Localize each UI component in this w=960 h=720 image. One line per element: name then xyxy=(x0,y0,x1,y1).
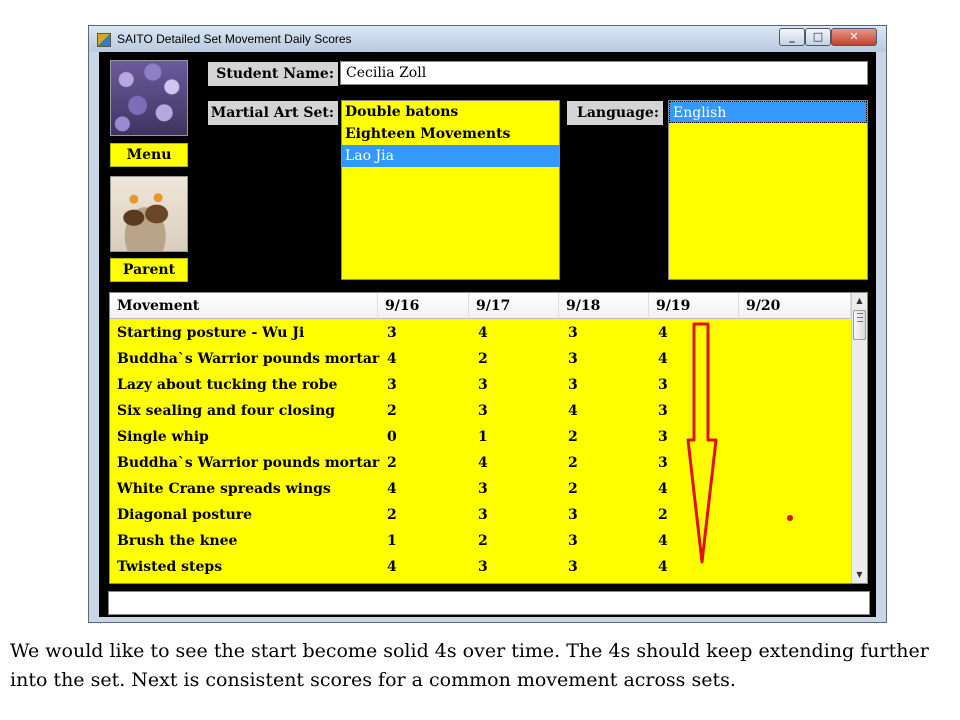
set-option[interactable]: Double batons xyxy=(345,104,459,120)
language-option[interactable]: English xyxy=(669,101,867,123)
column-header[interactable]: Movement xyxy=(110,293,378,319)
movement-cell[interactable]: Twisted steps xyxy=(117,559,223,575)
score-cell[interactable]: 3 xyxy=(568,351,578,367)
set-option[interactable]: Lao Jia xyxy=(342,145,559,167)
movement-cell[interactable]: Buddha`s Warrior pounds mortar xyxy=(117,455,380,471)
score-cell[interactable]: 2 xyxy=(568,481,578,497)
minimize-icon: _ xyxy=(789,30,795,43)
column-header[interactable]: 9/20 xyxy=(739,293,851,319)
score-cell[interactable]: 3 xyxy=(658,403,668,419)
scroll-up-icon[interactable]: ▲ xyxy=(856,296,863,305)
score-cell[interactable]: 3 xyxy=(658,429,668,445)
score-cell[interactable]: 4 xyxy=(478,325,488,341)
score-cell[interactable]: 3 xyxy=(568,533,578,549)
score-cell[interactable]: 2 xyxy=(387,403,397,419)
column-header[interactable]: 9/17 xyxy=(469,293,559,319)
maximize-icon: □ xyxy=(812,30,824,43)
score-cell[interactable]: 2 xyxy=(387,455,397,471)
score-cell[interactable]: 2 xyxy=(568,455,578,471)
student-name-label: Student Name: xyxy=(208,62,338,86)
movement-cell[interactable]: Buddha`s Warrior pounds mortar xyxy=(117,351,380,367)
score-cell[interactable]: 4 xyxy=(387,559,397,575)
student-name-field[interactable]: Cecilia Zoll xyxy=(340,61,868,85)
score-cell[interactable]: 3 xyxy=(568,507,578,523)
score-cell[interactable]: 3 xyxy=(568,377,578,393)
score-cell[interactable]: 4 xyxy=(387,481,397,497)
menu-button[interactable]: Menu xyxy=(110,143,188,167)
movement-cell[interactable]: Starting posture - Wu Ji xyxy=(117,325,305,341)
score-cell[interactable]: 2 xyxy=(478,533,488,549)
score-cell[interactable]: 4 xyxy=(658,559,668,575)
caption-text: We would like to see the start become solid 4s over time. The 4s should keep extending further into the set. Next is consistent scores for a common movement across sets. xyxy=(10,640,929,691)
column-header[interactable]: 9/18 xyxy=(559,293,649,319)
column-header[interactable]: 9/19 xyxy=(649,293,739,319)
set-option[interactable]: Eighteen Movements xyxy=(345,126,511,142)
parent-button[interactable]: Parent xyxy=(110,258,188,282)
score-cell[interactable]: 2 xyxy=(568,429,578,445)
score-cell[interactable]: 4 xyxy=(478,455,488,471)
score-cell[interactable]: 3 xyxy=(568,325,578,341)
score-cell[interactable]: 2 xyxy=(387,507,397,523)
column-header[interactable]: 9/16 xyxy=(378,293,469,319)
red-down-arrow-annotation xyxy=(688,324,716,562)
score-cell[interactable]: 3 xyxy=(387,325,397,341)
score-cell[interactable]: 4 xyxy=(658,351,668,367)
movement-cell[interactable]: Single whip xyxy=(117,429,209,445)
score-cell[interactable]: 0 xyxy=(387,429,397,445)
movement-cell[interactable]: Lazy about tucking the robe xyxy=(117,377,338,393)
movement-cell[interactable]: White Crane spreads wings xyxy=(117,481,331,497)
score-cell[interactable]: 4 xyxy=(658,481,668,497)
score-cell[interactable]: 4 xyxy=(568,403,578,419)
score-cell[interactable]: 4 xyxy=(658,533,668,549)
score-cell[interactable]: 4 xyxy=(387,351,397,367)
red-dot-annotation xyxy=(787,515,793,521)
movement-cell[interactable]: Six sealing and four closing xyxy=(117,403,336,419)
scroll-down-icon[interactable]: ▼ xyxy=(856,570,863,579)
movement-cell[interactable]: Diagonal posture xyxy=(117,507,253,523)
score-cell[interactable]: 2 xyxy=(478,351,488,367)
movement-cell[interactable]: Brush the knee xyxy=(117,533,238,549)
score-cell[interactable]: 3 xyxy=(478,377,488,393)
score-cell[interactable]: 3 xyxy=(658,377,668,393)
score-cell[interactable]: 3 xyxy=(478,403,488,419)
score-cell[interactable]: 3 xyxy=(478,559,488,575)
language-label: Language: xyxy=(567,101,663,125)
score-cell[interactable]: 3 xyxy=(387,377,397,393)
score-cell[interactable]: 3 xyxy=(568,559,578,575)
score-cell[interactable]: 1 xyxy=(478,429,488,445)
score-cell[interactable]: 2 xyxy=(658,507,668,523)
score-cell[interactable]: 1 xyxy=(387,533,397,549)
close-icon: ✕ xyxy=(849,30,859,43)
martial-art-set-label: Martial Art Set: xyxy=(208,101,338,125)
score-cell[interactable]: 4 xyxy=(658,325,668,341)
window-title: SAITO Detailed Set Movement Daily Scores xyxy=(117,32,352,46)
score-cell[interactable]: 3 xyxy=(478,507,488,523)
score-cell[interactable]: 3 xyxy=(478,481,488,497)
score-cell[interactable]: 3 xyxy=(658,455,668,471)
